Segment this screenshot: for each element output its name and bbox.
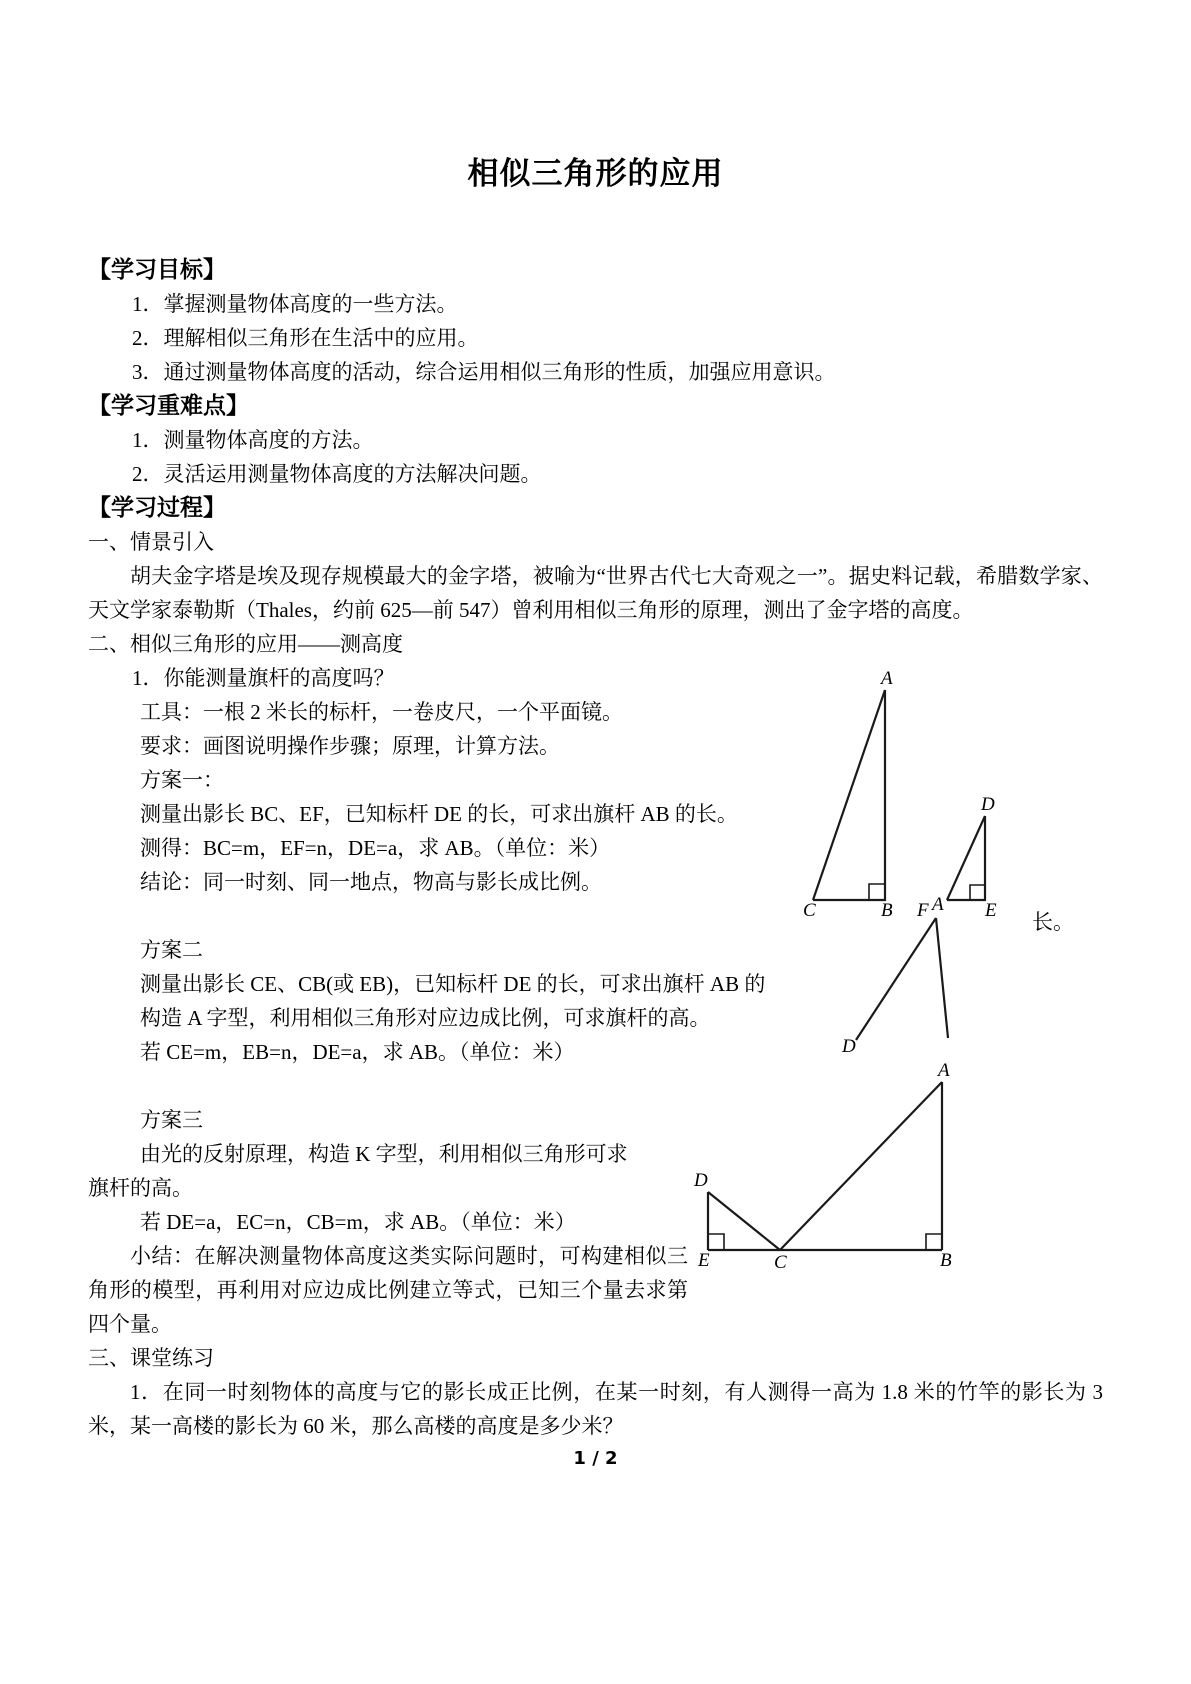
plan2-title: 方案二 [140,938,203,962]
plan1-line-2: 测得：BC=m，EF=n，DE=a，求 AB。（单位：米） [140,836,611,860]
keypoint-item: 1．测量物体高度的方法。 [132,428,374,452]
figure-3-label-A: A [938,1060,950,1081]
figure-1-label-A: A [881,668,893,689]
figure-3-label-D: D [694,1170,708,1191]
figure-2-label-D: D [842,1036,856,1057]
figure-plan-3 [690,1060,980,1280]
figure-3-label-E: E [698,1250,710,1271]
learning-objectives-heading: 【学习目标】 [88,257,226,283]
objective-item: 1．掌握测量物体高度的一些方法。 [132,292,458,316]
figure-1-label-D: D [981,794,995,815]
part1-title: 一、情景引入 [88,530,214,554]
figure-1-label-B: B [881,900,893,921]
figure-3-label-C: C [774,1252,787,1273]
plan1-line-3: 结论：同一时刻、同一地点，物高与影长成比例。 [140,870,602,894]
figure-3-label-B: B [940,1250,952,1271]
part1-paragraph: 胡夫金字塔是埃及现存规模最大的金字塔，被喻为“世界古代七大奇观之一”。据史料记载，希腊数学家、天文学家泰勒斯（Thales，约前 625—前 547）曾利用相似三角形的原理，测出了金字塔的高度。 [88,564,1103,622]
plan3-line-3: 若 DE=a，EC=n，CB=m，求 AB。（单位：米） [140,1210,576,1234]
tools-line: 工具：一根 2 米长的标杆，一卷皮尺，一个平面镜。 [140,700,623,724]
requirement-line: 要求：画图说明操作步骤；原理，计算方法。 [140,734,560,758]
keypoint-item: 2．灵活运用测量物体高度的方法解决问题。 [132,462,542,486]
learning-process-heading: 【学习过程】 [88,495,226,521]
page-title: 相似三角形的应用 [467,156,724,192]
exercise-1: 1．在同一时刻物体的高度与它的影长成正比例，在某一时刻，有人测得一高为 1.8 米的竹竿的影长为 3 米，某一高楼的影长为 60 米，那么高楼的高度是多少米？ [88,1380,1103,1438]
plan3-title: 方案三 [140,1108,203,1132]
figure-1-label-C: C [803,900,816,921]
plan2-line-3: 若 CE=m，EB=n，DE=a，求 AB。（单位：米） [140,1040,575,1064]
figure-plan-2 [840,890,1040,1060]
figure-plan-3-svg [690,1060,980,1280]
figure-plan-1-svg [795,668,1095,918]
plan2-line-1: 测量出影长 CE、CB(或 EB)，已知标杆 DE 的长，可求出旗杆 AB 的 [140,972,766,996]
page-footer: 1 / 2 [573,1448,618,1469]
part3-title: 三、课堂练习 [88,1346,214,1370]
question-1: 1．你能测量旗杆的高度吗？ [132,666,395,690]
plan2-line-2: 构造 A 字型，利用相似三角形对应边成比例，可求旗杆的高。 [140,1006,711,1030]
part2-title: 二、相似三角形的应用——测高度 [88,632,403,656]
figure-2-label-A: A [932,894,944,915]
objective-item: 2．理解相似三角形在生活中的应用。 [132,326,479,350]
objective-item: 3．通过测量物体高度的活动，综合运用相似三角形的性质，加强应用意识。 [132,360,836,384]
figure-1-label-E: E [985,900,997,921]
key-difficulties-heading: 【学习重难点】 [88,393,249,419]
plan1-title: 方案一： [140,768,224,792]
plan3-line-1: 由光的反射原理，构造 K 字型，利用相似三角形可求 [140,1142,628,1166]
figure-1-label-F: F [917,900,929,921]
figure-plan-1 [795,668,1095,921]
plan3-line-2: 旗杆的高。 [88,1176,193,1200]
summary-paragraph: 小结：在解决测量物体高度这类实际问题时，可构建相似三角形的模型，再利用对应边成比例建立等式，已知三个量去求第四个量。 [88,1244,688,1336]
plan1-line-1: 测量出影长 BC、EF，已知标杆 DE 的长，可求出旗杆 AB 的长。 [140,802,738,826]
plan2-line-1-tail: 长。 [1032,910,1074,934]
